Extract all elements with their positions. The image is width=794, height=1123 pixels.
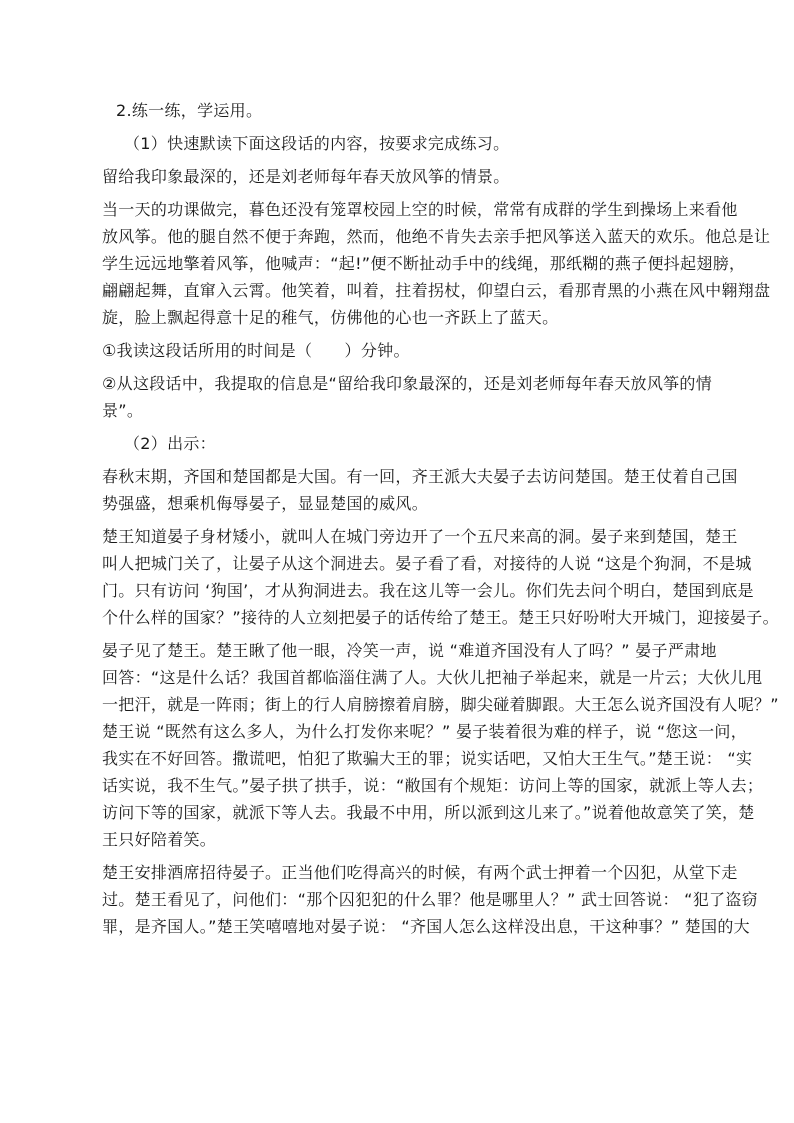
paragraph-instruction <box>102 130 720 157</box>
paragraph-passage <box>102 637 779 853</box>
paragraph-instruction <box>102 430 720 457</box>
paragraph-heading <box>102 97 720 124</box>
text-line: 楚王说 “既然有这么多人，为什么打发你来呢？” 晏子装着很为难的样子，说 “您这一问， <box>102 722 748 741</box>
text-line: ①我读这段话所用的时间是（ ）分钟。 <box>102 341 410 360</box>
text-line: 当一天的功课做完，暮色还没有笼罩校园上空的时候，常常有成群的学生到操场上来看他 <box>102 200 738 219</box>
text-line: 一把汗，就是一阵雨；街上的行人肩膀擦着肩膀，脚尖碰着脚跟。大王怎么说齐国没有人呢？” <box>102 695 779 714</box>
text-line: 景”。 <box>102 401 144 420</box>
text-line: （2）出示： <box>124 434 216 453</box>
text-line: 我实在不好回答。撒谎吧，怕犯了欺骗大王的罪；说实话吧，又怕大王生气。”楚王说： “实 <box>102 749 753 768</box>
text-line: 门。只有访问 ‘狗国’，才从狗洞进去。我在这儿等一会儿。你们先去问个明白，楚国到底是 <box>102 581 754 600</box>
text-line: （1）快速默读下面这段话的内容，按要求完成练习。 <box>124 134 510 153</box>
paragraph-passage <box>102 163 720 190</box>
text-line: 翩翩起舞，直窜入云霄。他笑着，叫着，拄着拐杖，仰望白云，看那青黑的小燕在风中翱翔盘 <box>102 281 771 300</box>
paragraph-passage <box>102 859 758 940</box>
paragraph-gap <box>102 940 720 946</box>
paragraph-passage <box>102 523 779 631</box>
text-line: 访问下等的国家，就派下等人去。我最不中用，所以派到这儿来了。”说着他故意笑了笑，楚 <box>102 803 755 822</box>
text-line: 王只好陪着笑。 <box>102 830 217 849</box>
text-line: 留给我印象最深的，还是刘老师每年春天放风筝的情景。 <box>102 167 510 186</box>
text-line: 个什么样的国家？”接待的人立刻把晏子的话传给了楚王。楚王只好吩咐大开城门，迎接晏子。 <box>102 608 779 627</box>
text-line: ②从这段话中，我提取的信息是“留给我印象最深的，还是刘老师每年春天放风筝的情 <box>102 374 713 393</box>
text-line: 晏子见了楚王。楚王瞅了他一眼，冷笑一声，说 “难道齐国没有人了吗？” 晏子严肃地 <box>102 641 717 660</box>
text-line: 罪，是齐国人。”楚王笑嘻嘻地对晏子说： “齐国人怎么这样没出息，干这种事？” 楚国的大 <box>102 917 750 936</box>
text-line: 势强盛，想乘机侮辱晏子，显显楚国的威风。 <box>102 494 429 513</box>
text-line: 话实说，我不生气。”晏子拱了拱手，说：“敝国有个规矩：访问上等的国家，就派上等人去； <box>102 776 764 795</box>
text-line: 学生远远地擎着风筝，他喊声：“起!”便不断扯动手中的线绳，那纸糊的燕子便抖起翅膀， <box>102 254 746 273</box>
paragraph-question <box>102 337 720 364</box>
text-line: 2.练一练，学运用。 <box>116 101 263 120</box>
text-line: 春秋末期，齐国和楚国都是大国。有一回，齐王派大夫晏子去访问楚国。楚王仗着自己国 <box>102 467 738 486</box>
text-line: 过。楚王看见了，问他们：“那个囚犯犯的什么罪？他是哪里人？” 武士回答说： “犯了盗窃 <box>102 890 758 909</box>
text-line: 楚王知道晏子身材矮小，就叫人在城门旁边开了一个五尺来高的洞。晏子来到楚国，楚王 <box>102 527 738 546</box>
paragraph-passage <box>102 196 771 331</box>
text-line: 叫人把城门关了，让晏子从这个洞进去。晏子看了看，对接待的人说 “这是个狗洞，不是城 <box>102 554 752 573</box>
paragraph-question <box>102 370 720 424</box>
paragraph-passage <box>102 463 738 517</box>
text-line: 旋，脸上飘起得意十足的稚气，仿佛他的心也一齐跃上了蓝天。 <box>102 308 559 327</box>
text-line: 回答：“这是什么话？我国首都临淄住满了人。大伙儿把袖子举起来，就是一片云；大伙儿甩 <box>102 668 763 687</box>
text-line: 放风筝。他的腿自然不便于奔跑，然而，他绝不肯失去亲手把风筝送入蓝天的欢乐。他总是让 <box>102 227 771 246</box>
text-line: 楚王安排酒席招待晏子。正当他们吃得高兴的时候，有两个武士押着一个囚犯，从堂下走 <box>102 863 738 882</box>
document-body <box>102 97 779 946</box>
